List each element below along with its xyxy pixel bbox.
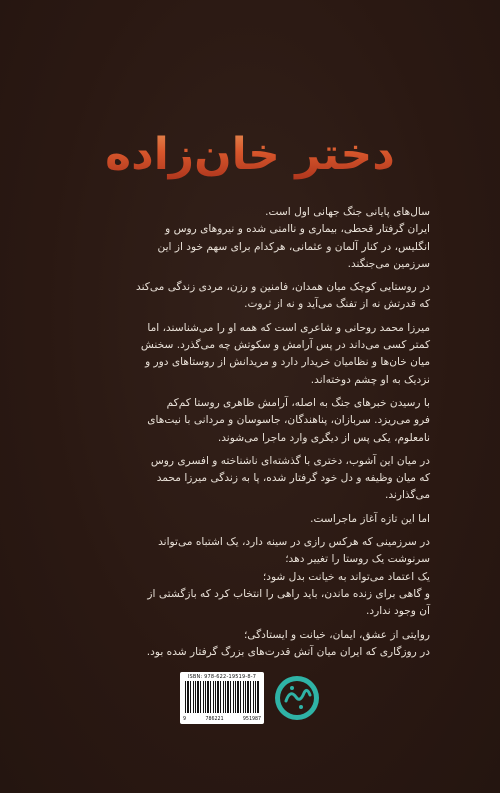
blurb-line: می‌گذارند.	[384, 489, 430, 502]
barcode-digit-group: 951987	[242, 716, 261, 722]
blurb-line: در روزگاری که ایران میان آتش قدرت‌های بزرگ گرفتار شده بود.	[146, 645, 430, 658]
blurb-paragraph	[70, 511, 430, 528]
barcode-digit-group: 786221	[205, 716, 224, 722]
blurb-paragraph	[70, 534, 430, 620]
blurb-line: که قدرتش نه از تفنگ می‌آید و نه از ثروت.	[244, 298, 430, 311]
barcode	[180, 672, 264, 724]
blurb-line: سرزمین می‌جنگند.	[347, 257, 430, 270]
blurb-line: انگلیس، در کنار آلمان و عثمانی، هرکدام برای سهم خود از این	[157, 240, 430, 253]
blurb-line: روایتی از عشق، ایمان، خیانت و ایستادگی؛	[243, 628, 430, 641]
blurb-line: کمتر کسی می‌داند در پس آرامش و سکوتش چه می‌گذرد. سخنش	[140, 339, 430, 352]
barcode-digits	[180, 716, 264, 722]
blurb-paragraph	[70, 320, 430, 389]
blurb-line: فرو می‌ریزد. سربازان، پناهندگان، جاسوسان و مردانی با نیت‌های	[147, 414, 430, 427]
blurb-paragraph	[70, 627, 430, 662]
blurb-line: سرنوشت یک روستا را تغییر دهد؛	[285, 553, 430, 566]
blurb-line: نزدیک به او چشم دوخته‌اند.	[310, 373, 430, 386]
barcode-digit-group: 9	[183, 716, 187, 722]
blurb-line: آن وجود ندارد.	[366, 605, 430, 618]
blurb-line: اما این تازه آغاز ماجراست.	[310, 512, 430, 525]
blurb-line: ایران گرفتار قحطی، بیماری و ناامنی شده و نیروهای روس و	[165, 223, 430, 236]
blurb-paragraph	[70, 395, 430, 447]
blurb-line: نامعلوم، یکی پس از دیگری وارد ماجرا می‌شوند.	[217, 431, 430, 444]
publisher-logo-graphic	[274, 675, 320, 721]
blurb-line: میرزا محمد روحانی و شاعری است که همه او را می‌شناسند، اما	[147, 321, 430, 334]
blurb-line: که میان وظیفه و دل خود گرفتار شده، پا به زندگی میرزا محمد	[156, 472, 430, 485]
blurb-line: میان خان‌ها و نظامیان خریدار دارد و مریدانش از روستاهای دور و	[145, 356, 430, 369]
blurb-line: یک اعتماد می‌تواند به خیانت بدل شود؛	[262, 570, 430, 583]
blurb-line: در روستایی کوچک میان همدان، فامنین و رزن، مردی زندگی می‌کند	[136, 281, 430, 294]
blurb-paragraph	[70, 204, 430, 273]
blurb-line: در سرزمینی که هرکس رازی در سینه دارد، یک اشتباه می‌تواند	[158, 536, 430, 549]
publisher-logo-icon	[273, 674, 321, 722]
blurb-line: و گاهی برای زنده ماندن، باید راهی را انتخاب کرد که بازگشتی از	[147, 587, 430, 600]
blurb-line: در میان این آشوب، دختری با گذشته‌ای ناشناخته و افسری روس	[150, 454, 430, 467]
blurb-line: با رسیدن خبرهای جنگ به اصله، آرامش ظاهری روستا کم‌کم	[166, 396, 430, 409]
book-title: دختر خان‌زاده	[0, 120, 500, 190]
blurb-line: سال‌های پایانی جنگ جهانی اول است.	[265, 206, 430, 218]
barcode-bars	[185, 681, 259, 713]
blurb-paragraph	[70, 453, 430, 505]
book-blurb	[70, 204, 430, 667]
isbn-number: ISBN: 978-622-19519-8-7	[187, 674, 257, 680]
blurb-paragraph	[70, 279, 430, 314]
